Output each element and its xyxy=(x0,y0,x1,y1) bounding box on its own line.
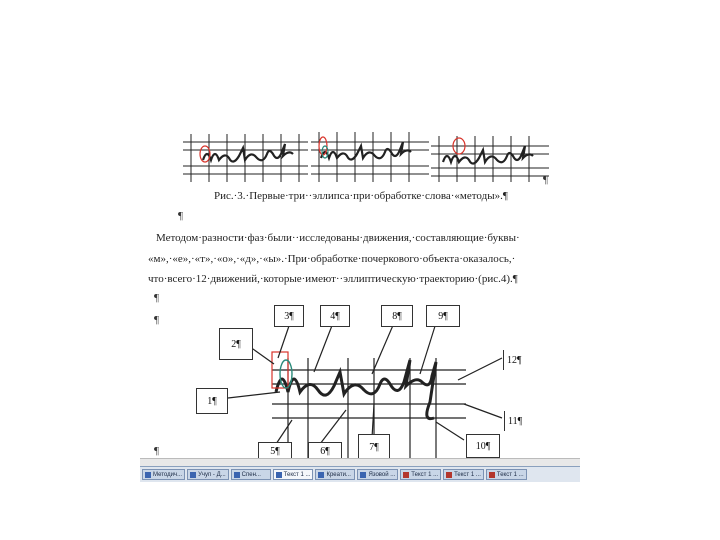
document-icon xyxy=(190,472,196,478)
taskbar-item-9[interactable] xyxy=(486,469,527,480)
callout-label-4: 4¶ xyxy=(320,305,350,327)
body-line-3: что·всего·12·движений,·которые·имеют··эллиптическую·траекторию·(рис.4).¶ xyxy=(148,273,518,285)
taskbar-item-7[interactable] xyxy=(400,469,441,480)
empty-paragraph-mark-4: ¶ xyxy=(154,445,159,457)
document-icon xyxy=(360,472,366,478)
callout-label-5: 5¶ xyxy=(258,442,292,460)
taskbar-item-label: Учуп - Д... xyxy=(198,471,226,478)
taskbar-item-label: Текст 1 ... xyxy=(411,471,439,478)
body-line-2: «м»,·«е»,·«т»,·«о»,·«д»,·«ы».·При·обработке·почеркового·объекта·оказалось,· xyxy=(148,253,516,265)
body-line-1: Методом·разности·фаз·были··исследованы·движения,·составляющие·буквы· xyxy=(156,232,520,244)
document-icon xyxy=(276,472,282,478)
document-icon xyxy=(234,472,240,478)
callout-label-7: 7¶ xyxy=(358,434,390,460)
figure3-panel-3 xyxy=(431,136,549,182)
document-icon xyxy=(145,472,151,478)
callout-label-1: 1¶ xyxy=(196,388,228,414)
taskbar-item-6[interactable] xyxy=(357,469,398,480)
taskbar-item-label: Методич... xyxy=(153,471,183,478)
status-strip xyxy=(140,458,580,466)
document-icon xyxy=(318,472,324,478)
figure3-end-mark: ¶ xyxy=(543,174,548,186)
callout-label-8: 8¶ xyxy=(381,305,413,327)
callout-label-3: 3¶ xyxy=(274,305,304,327)
taskbar-item-5[interactable] xyxy=(315,469,355,480)
taskbar-item-2[interactable] xyxy=(187,469,229,480)
taskbar-item-label: Текст 1 ... xyxy=(496,471,524,478)
taskbar-item-label: Язовой ... xyxy=(368,471,396,478)
empty-paragraph-mark-3: ¶ xyxy=(154,314,159,326)
taskbar-item-label: Текст 1 ... xyxy=(283,471,311,478)
callout-label-2: 2¶ xyxy=(219,328,253,360)
taskbar-item-label: Текст 1 ... xyxy=(454,471,481,478)
document-icon xyxy=(403,472,409,478)
empty-paragraph-mark-1: ¶ xyxy=(178,210,183,222)
callout-label-10: 10¶ xyxy=(466,434,500,458)
taskbar-item-8[interactable] xyxy=(443,469,484,480)
figure3-caption: Рис.·3.·Первые·три··эллипса·при·обработке·слова·«методы».¶ xyxy=(214,190,508,202)
callout-label-11: 11¶ xyxy=(504,411,542,431)
taskbar-item-3[interactable] xyxy=(231,469,271,480)
document-icon xyxy=(446,472,452,478)
callout-label-6: 6¶ xyxy=(308,442,342,460)
taskbar-item-label: Спен... xyxy=(241,471,261,478)
taskbar-item-4[interactable] xyxy=(273,469,314,480)
figure3-image xyxy=(183,124,553,184)
empty-paragraph-mark-2: ¶ xyxy=(154,292,159,304)
callout-label-9: 9¶ xyxy=(426,305,460,327)
taskbar-item-1[interactable] xyxy=(142,469,185,480)
taskbar-item-label: Креати... xyxy=(326,471,351,478)
taskbar xyxy=(140,466,580,482)
document-icon xyxy=(489,472,495,478)
figure3-panel-1 xyxy=(183,134,308,182)
figure3-panel-2 xyxy=(311,132,429,182)
callout-label-12: 12¶ xyxy=(503,350,541,370)
